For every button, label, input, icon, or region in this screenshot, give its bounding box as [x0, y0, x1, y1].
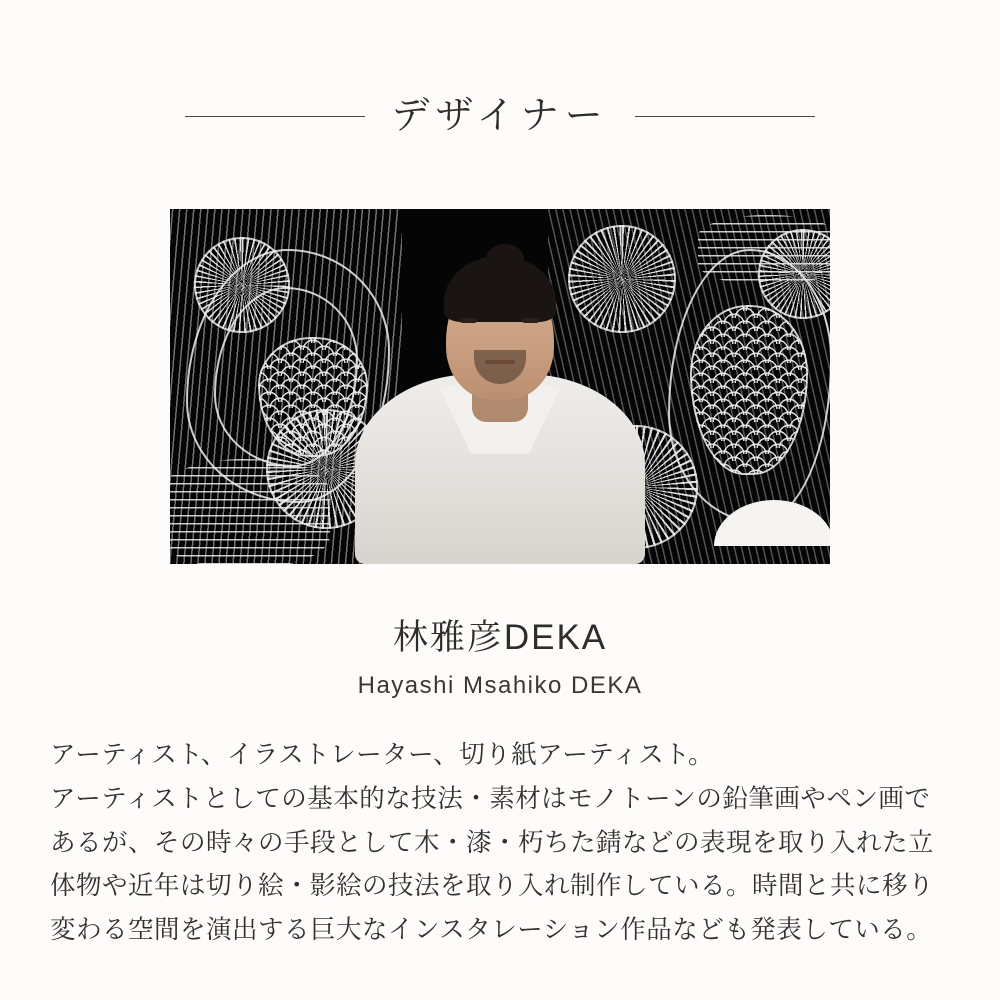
page-title: デザイナー	[391, 95, 609, 138]
subject-eye-left	[460, 318, 477, 323]
portrait-subject	[350, 234, 650, 564]
section-header	[0, 0, 1000, 161]
photo-canvas	[170, 209, 830, 564]
heading-rule-left	[185, 116, 365, 117]
bio-paragraph-1: アーティスト、イラストレーター、切り紙アーティスト。	[50, 740, 715, 769]
subject-eye-right	[522, 318, 539, 323]
bio-paragraph-2: アーティストとしての基本的な技法・素材はモノトーンの鉛筆画やペン画であるが、その時々の手段として木・漆・朽ちた錆などの表現を取り入れた立体物や近年は切り絵・影絵の技法を取り入れ制作している。時間と共に移り変わる空間を演出する巨大なインスタレーション作品なども発表している。	[50, 784, 935, 945]
heading-rule-right	[635, 116, 815, 117]
designer-bio	[50, 734, 950, 953]
designer-portrait-photo	[170, 209, 830, 564]
subject-hair-bun	[486, 244, 524, 274]
designer-name-jp: 林雅彦DEKA	[392, 617, 608, 657]
subject-mouth	[485, 360, 515, 364]
designer-name-en: Hayashi Msahiko DEKA	[357, 671, 643, 699]
